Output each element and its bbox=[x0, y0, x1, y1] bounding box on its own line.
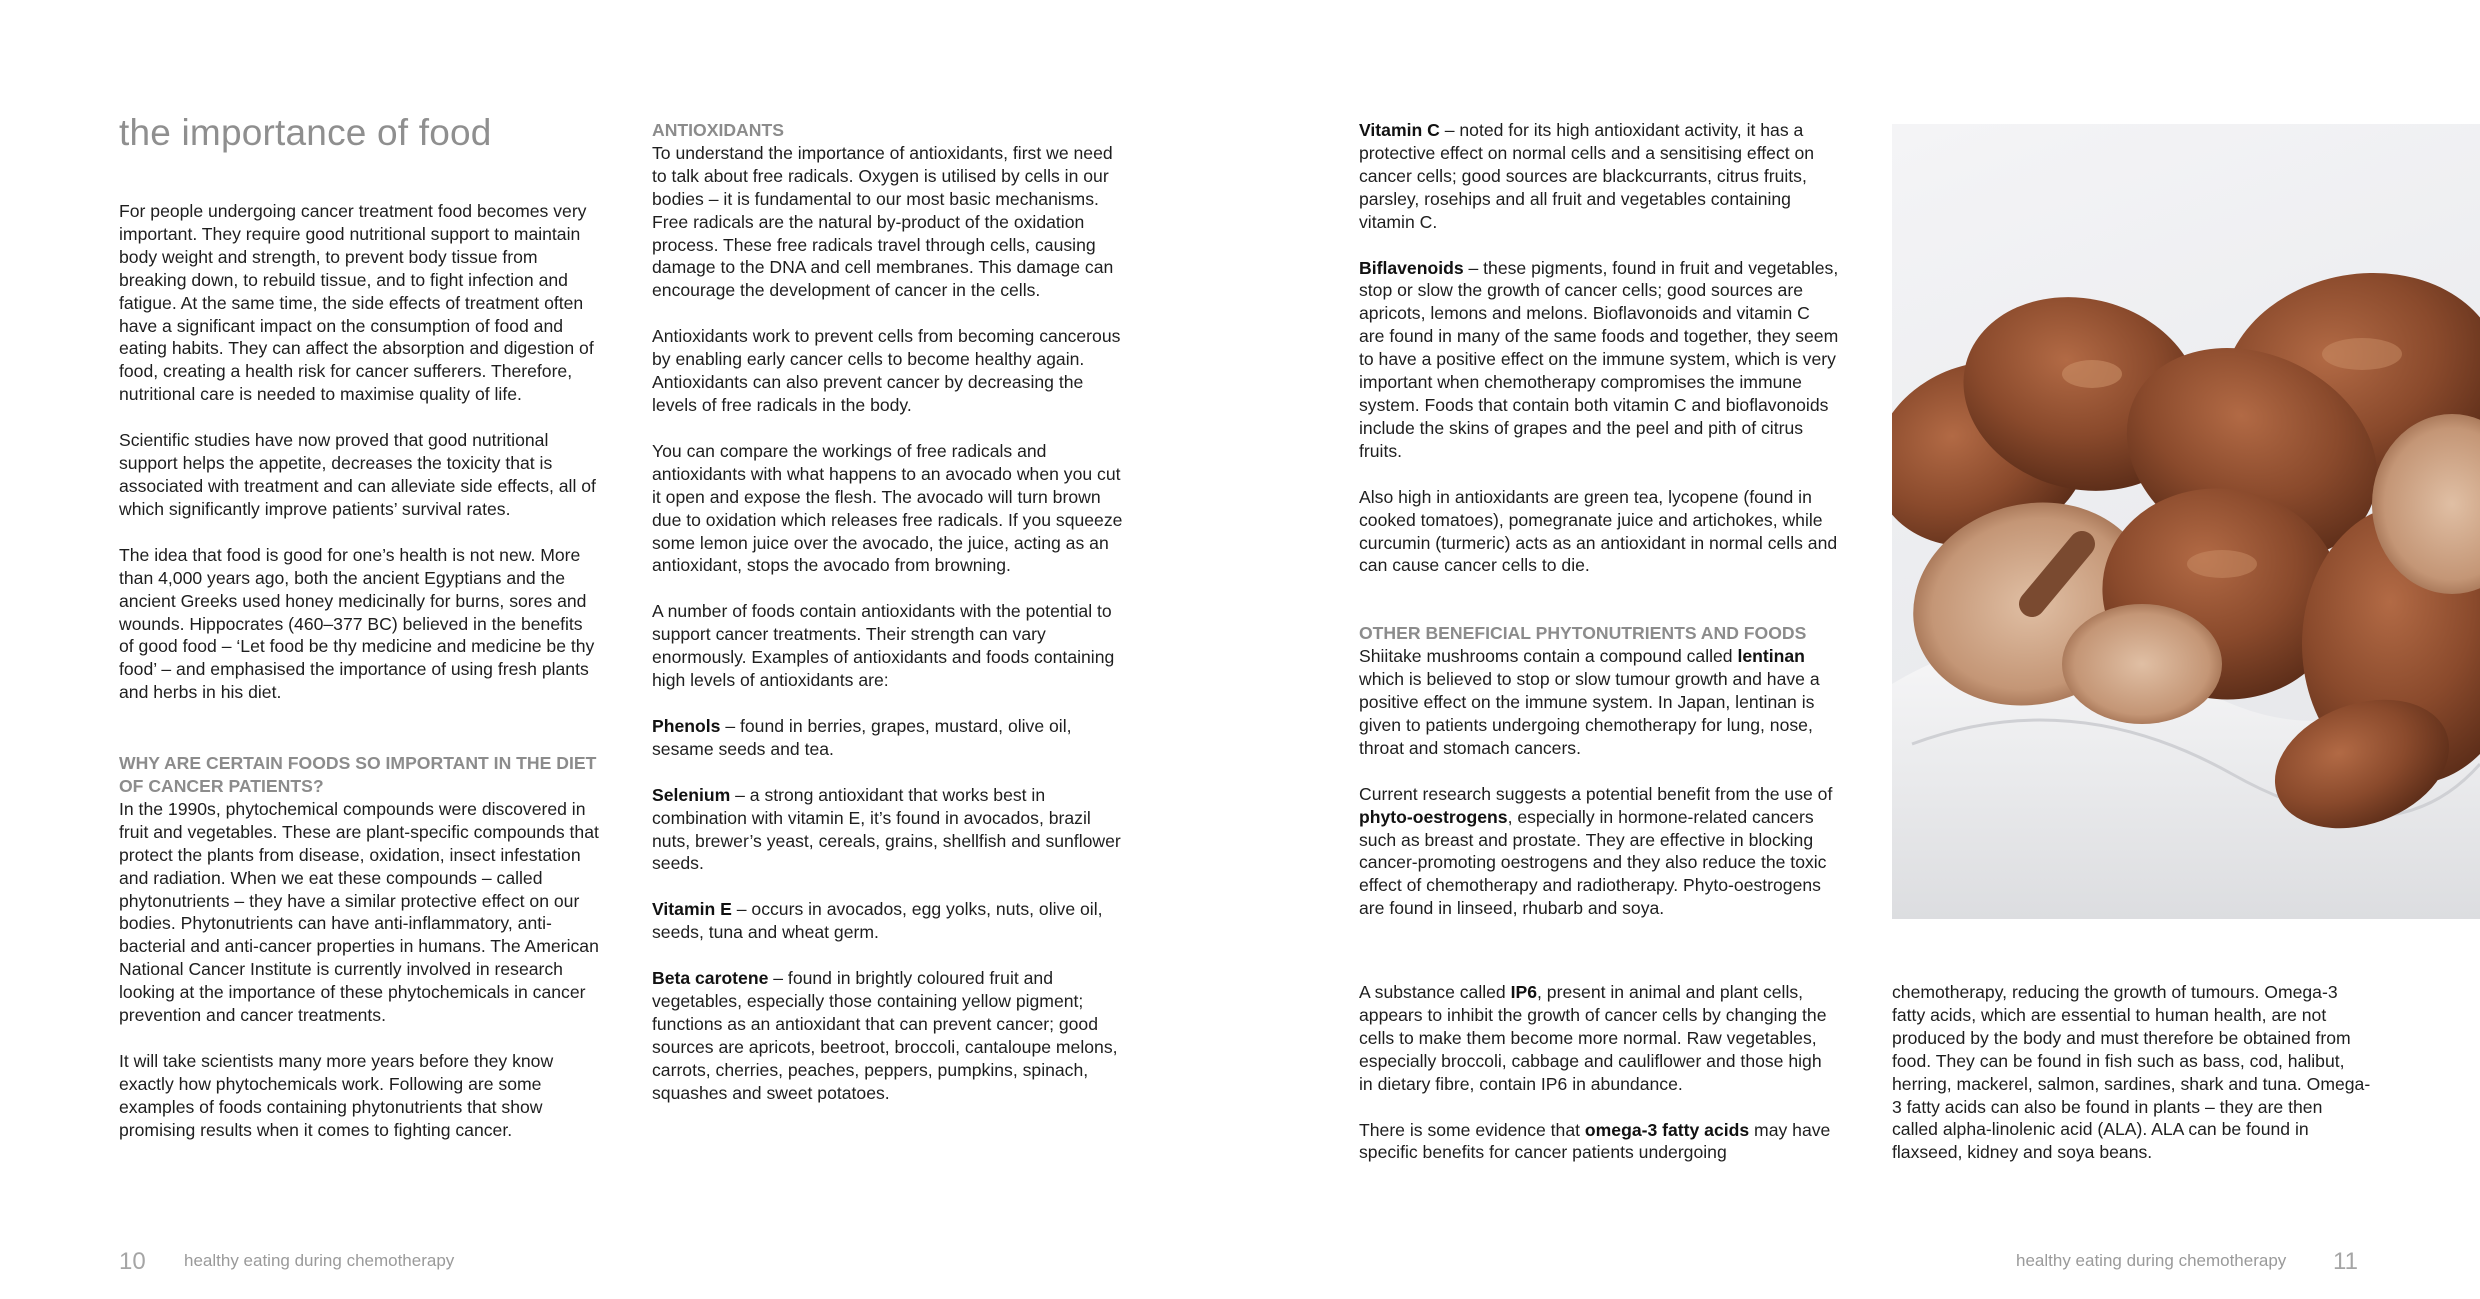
antioxidant-item-selenium: Selenium – a strong antioxidant that works best in combination with vitamin E, it’s found in avocados, brazil nuts, brewer’s yeast, cereals, grains, shellfish and sunflower seeds. bbox=[652, 784, 1121, 874]
antioxidant-item-beta-carotene: Beta carotene – found in brightly coloured fruit and vegetables, especially those containing yellow pigment; functions as an antioxidant that can prevent cancer; good sources are apricots, beetroot, broccoli, cantaloupe melons, carrots, cherries, peaches, peppers, pumpkins, spinach, squashes and sweet potatoes. bbox=[652, 968, 1118, 1103]
intro-paragraph: For people undergoing cancer treatment food becomes very important. They require good nutritional support to maintain body weight and strength, to prevent body tissue from breaking down, to rebuild tissue, and to fight infection and fatigue. At the same time, the side effects of treatment often have a significant impact on the consumption of food and eating habits. They can affect the absorption and digestion of food, creating a health risk for cancer sufferers. Therefore, nutritional care is needed to maximise quality of life. bbox=[119, 201, 594, 405]
also-paragraph: Also high in antioxidants are green tea, lycopene (found in cooked tomatoes), pomegranate juice and artichokes, while curcumin (turmeric) acts as an antioxidant in normal cells and can cause cancer cells to die. bbox=[1359, 486, 1838, 576]
why-paragraph: In the 1990s, phytochemical compounds were discovered in fruit and vegetables. These are plant-specific compounds that protect the plants from disease, oxidation, insect infestation and radiation. When we eat these compounds – called phytonutrients – they have a similar protective effect on our bodies. Phytonutrients can have anti-inflammatory, anti-bacterial and anti-cancer properties in humans. The American National Cancer Institute is currently involved in research looking at the importance of these phytochemicals in cancer prevention and cancer treatments. bbox=[119, 798, 599, 1026]
right-column-1-lower bbox=[1359, 981, 1839, 1164]
footer-title-left: healthy eating during chemotherapy bbox=[184, 1251, 455, 1270]
antioxidants-paragraph: To understand the importance of antioxidants, first we need to talk about free radicals. Oxygen is utilised by cells in our bodies – it is fundamental to our most basic mechanisms. Free radicals are the natural by-product of the oxidation process. These free radicals travel through cells, causing damage to the DNA and cell membranes. This damage can encourage the development of cancer in the cells. bbox=[652, 142, 1114, 301]
shiitake-paragraph: Shiitake mushrooms contain a compound called lentinan which is believed to stop or slow tumour growth and have a positive effect on the immune system. In Japan, lentinan is given to patients undergoing chemotherapy for lung, nose, throat and stomach cancers. bbox=[1359, 646, 1820, 758]
antioxidant-item-phenols: Phenols – found in berries, grapes, mustard, olive oil, sesame seeds and tea. bbox=[652, 715, 1072, 759]
antioxidants-heading: ANTIOXIDANTS bbox=[652, 120, 784, 140]
why-heading: WHY ARE CERTAIN FOODS SO IMPORTANT IN THE DIET OF CANCER PATIENTS? bbox=[119, 753, 597, 797]
antioxidant-item-vitamin-c: Vitamin C – noted for its high antioxidant activity, it has a protective effect on normal cells and a sensitising effect on cancer cells; good sources are blackcurrants, citrus fruits, parsley, rosehips and all fruit and vegetables containing vitamin C. bbox=[1359, 120, 1815, 232]
page-title: the importance of food bbox=[119, 112, 492, 153]
antioxidants-paragraph: A number of foods contain antioxidants with the potential to support cancer treatments. Their strength can vary enormously. Examples of antioxidants and foods containing high levels of antioxidants are: bbox=[652, 601, 1115, 691]
intro-paragraph: Scientific studies have now proved that good nutritional support helps the appetite, decreases the toxicity that is associated with treatment and can alleviate side effects, all of which significantly improve patients’ survival rates. bbox=[119, 430, 596, 519]
right-column-2-lower bbox=[1892, 981, 2372, 1164]
phyto-oestrogens-paragraph: Current research suggests a potential benefit from the use of phyto-oestrogens, especially in hormone-related cancers such as breast and prostate. They are effective in blocking cancer-promoting oestrogens and they also reduce the toxic effect of chemotherapy and radiotherapy. Phyto-oestrogens are found in linseed, rhubarb and soya. bbox=[1359, 783, 1833, 919]
ip6-paragraph: A substance called IP6, present in animal and plant cells, appears to inhibit the growth of cancer cells by changing the cells to make them become more normal. Raw vegetables, especially broccoli, cabbage and cauliflower and those high in dietary fibre, contain IP6 in abundance. bbox=[1359, 982, 1827, 1094]
footer-title-right: healthy eating during chemotherapy bbox=[2016, 1251, 2287, 1270]
page-number-right: 11 bbox=[2333, 1248, 2358, 1275]
intro-paragraph: The idea that food is good for one’s health is not new. More than 4,000 years ago, both the ancient Egyptians and the ancient Greeks used honey medicinally for burns, sores and wounds. Hippocrates (460–377 BC) believed in the benefits of good food – ‘Let food be thy medicine and medicine be thy food’ – and emphasised the importance of using fresh plants and herbs in his diet. bbox=[119, 544, 595, 703]
omega-continued-paragraph: chemotherapy, reducing the growth of tumours. Omega-3 fatty acids, which are essential to human health, are not produced by the body and must therefore be obtained from food. They can be found in fish such as bass, cod, halibut, herring, mackerel, salmon, sardines, shark and tuna. Omega-3 fatty acids can also be found in plants – they are then called alpha-linolenic acid (ALA). ALA can be found in flaxseed, kidney and soya beans. bbox=[1892, 982, 2371, 1163]
right-column-1 bbox=[1359, 119, 1839, 920]
why-paragraph: It will take scientists many more years before they know exactly how phytochemicals work. Following are some examples of foods containing phytonutrients that show promising results when it comes to fighting cancer. bbox=[119, 1051, 554, 1140]
mushrooms-illustration bbox=[1892, 124, 2480, 919]
antioxidants-paragraph: Antioxidants work to prevent cells from becoming cancerous by enabling early cancer cells to become healthy again. Antioxidants can also prevent cancer by decreasing the levels of free radicals in the body. bbox=[652, 326, 1121, 415]
left-column-1 bbox=[119, 200, 599, 1142]
shiitake-mushrooms-photo bbox=[1892, 124, 2480, 919]
page-number-left: 10 bbox=[119, 1248, 146, 1275]
antioxidant-item-biflavenoids: Biflavenoids – these pigments, found in fruit and vegetables, stop or slow the growth of cancer cells; good sources are apricots, lemons and melons. Bioflavonoids and vitamin C are found in many of the same foods and together, they seem to have a positive effect on the immune system, which is very important when chemotherapy compromises the immune system. Foods that contain both vitamin C and bioflavonoids include the skins of grapes and the peel and pith of citrus fruits. bbox=[1359, 257, 1839, 461]
omega-paragraph: There is some evidence that omega-3 fatty acids may have specific benefits for cancer patients undergoing bbox=[1359, 1119, 1831, 1163]
left-column-2 bbox=[652, 119, 1132, 1105]
antioxidants-paragraph: You can compare the workings of free radicals and antioxidants with what happens to an avocado when you cut it open and expose the flesh. The avocado will turn brown due to oxidation which releases free radicals. If you squeeze some lemon juice over the avocado, the juice, acting as an antioxidant, stops the avocado from browning. bbox=[652, 440, 1123, 576]
other-phytonutrients-heading: OTHER BENEFICIAL PHYTONUTRIENTS AND FOODS bbox=[1359, 623, 1807, 644]
antioxidant-item-vitamin-e: Vitamin E – occurs in avocados, egg yolks, nuts, olive oil, seeds, tuna and wheat germ. bbox=[652, 899, 1103, 943]
